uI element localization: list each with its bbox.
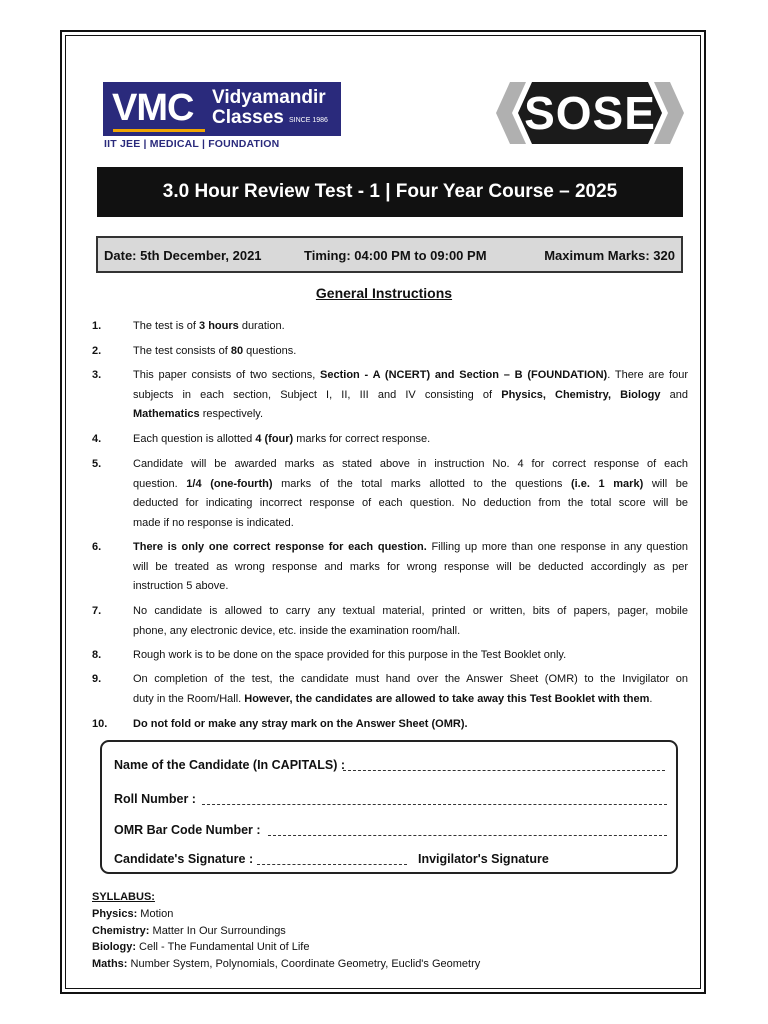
omr-barcode-label: OMR Bar Code Number : bbox=[114, 823, 261, 837]
candidate-name-label: Name of the Candidate (In CAPITALS) : bbox=[114, 758, 346, 772]
instruction-line: Do not fold or make any stray mark on the Answer Sheet (OMR). bbox=[133, 718, 468, 730]
test-info-bar bbox=[96, 236, 683, 273]
logo-underline bbox=[113, 129, 205, 132]
invigilator-signature-label: Invigilator's Signature bbox=[418, 852, 549, 866]
instruction-line: Rough work is to be done on the space provided for this purpose in the Test Booklet only. bbox=[133, 649, 567, 661]
instruction-number: 6. bbox=[92, 541, 102, 553]
test-date: Date: 5th December, 2021 bbox=[104, 248, 262, 263]
instruction-text bbox=[133, 317, 688, 337]
syllabus-item-chemistry bbox=[92, 923, 480, 940]
syllabus-heading: SYLLABUS: bbox=[92, 891, 155, 903]
instruction-line: will be treated as wrong response and marks for wrong response will be deducted accordingly as per bbox=[133, 560, 688, 573]
syllabus-topics: Cell - The Fundamental Unit of Life bbox=[136, 941, 310, 954]
syllabus-subject: Biology: bbox=[92, 941, 136, 954]
instruction-line: instruction 5 above. bbox=[133, 580, 229, 593]
instruction-text bbox=[133, 715, 688, 735]
instruction-number: 3. bbox=[92, 369, 102, 381]
test-title: 3.0 Hour Review Test - 1 | Four Year Course – 2025 bbox=[97, 167, 683, 217]
syllabus-item-maths bbox=[92, 956, 480, 973]
subject-badge-label: SOSE bbox=[524, 87, 656, 139]
instruction-line: Candidate will be awarded marks as stated above in instruction No. 4 for correct response of each bbox=[133, 458, 688, 470]
logo-tagline: IIT JEE | MEDICAL | FOUNDATION bbox=[104, 138, 280, 150]
instruction-text bbox=[133, 455, 688, 533]
instruction-number: 1. bbox=[92, 320, 102, 332]
roll-number-label: Roll Number : bbox=[114, 792, 196, 806]
instruction-text bbox=[133, 670, 688, 709]
maximum-marks: Maximum Marks: 320 bbox=[544, 248, 675, 263]
instruction-line: subjects in each section, Subject I, II, III and IV consisting of Physics, Chemistry, Biology and bbox=[133, 388, 688, 401]
instruction-line: deducted for indicating incorrect response of each question. No deduction from the total score will be bbox=[133, 497, 688, 510]
candidate-details-box bbox=[100, 740, 678, 874]
instruction-number: 7. bbox=[92, 605, 102, 617]
logo-main-text: VMC bbox=[112, 87, 194, 129]
instruction-line: This paper consists of two sections, Section - A (NCERT) and Section – B (FOUNDATION). There are four bbox=[133, 369, 689, 381]
syllabus-item-biology bbox=[92, 939, 480, 956]
instruction-number: 8. bbox=[92, 649, 102, 661]
instruction-line: Each question is allotted 4 (four) marks for correct response. bbox=[133, 433, 431, 445]
instruction-text bbox=[133, 602, 688, 641]
instruction-line: question. 1/4 (one-fourth) marks of the total marks allotted to the questions (i.e. 1 mark) will be bbox=[133, 477, 688, 490]
instructions-heading: General Instructions bbox=[315, 285, 453, 301]
instruction-text bbox=[133, 342, 688, 362]
syllabus-item-physics bbox=[92, 906, 480, 923]
instruction-number: 5. bbox=[92, 458, 102, 470]
instruction-text bbox=[133, 646, 688, 666]
test-timing: Timing: 04:00 PM to 09:00 PM bbox=[304, 248, 487, 263]
instruction-number: 10. bbox=[92, 718, 108, 730]
candidate-signature-label: Candidate's Signature : bbox=[114, 852, 254, 866]
instruction-text bbox=[133, 430, 688, 450]
candidate-signature-field[interactable] bbox=[257, 864, 407, 865]
syllabus-subject: Physics: bbox=[92, 907, 138, 920]
candidate-name-field[interactable] bbox=[343, 770, 665, 771]
instruction-line: On completion of the test, the candidate must hand over the Answer Sheet (OMR) to the Invigilator on bbox=[133, 673, 688, 685]
logo-name-line2: Classes bbox=[212, 107, 284, 128]
instruction-number: 4. bbox=[92, 433, 102, 445]
logo-since: SINCE 1986 bbox=[289, 117, 328, 124]
syllabus-subject: Maths: bbox=[92, 958, 128, 971]
instruction-line: No candidate is allowed to carry any textual material, printed or written, bits of papers, pager, mobile bbox=[133, 605, 688, 617]
logo-name-line1: Vidyamandir bbox=[212, 87, 326, 108]
instruction-line: phone, any electronic device, etc. inside the examination room/hall. bbox=[133, 624, 461, 637]
instruction-line: There is only one correct response for each question. Filling up more than one response in any question bbox=[133, 541, 688, 553]
instruction-number: 9. bbox=[92, 673, 102, 685]
instruction-line: made if no response is indicated. bbox=[133, 516, 294, 529]
syllabus-topics: Number System, Polynomials, Coordinate Geometry, Euclid's Geometry bbox=[127, 958, 481, 971]
instruction-number: 2. bbox=[92, 345, 102, 357]
omr-barcode-field[interactable] bbox=[268, 835, 667, 836]
instruction-line: duty in the Room/Hall. However, the candidates are allowed to take away this Test Booklet with them. bbox=[133, 692, 653, 705]
instruction-text bbox=[133, 538, 688, 597]
vmc-logo bbox=[103, 82, 341, 136]
syllabus-subject: Chemistry: bbox=[92, 924, 150, 937]
instruction-text bbox=[133, 366, 688, 425]
instruction-line: The test consists of 80 questions. bbox=[133, 345, 297, 357]
syllabus-topics: Motion bbox=[137, 907, 174, 920]
roll-number-field[interactable] bbox=[202, 804, 667, 805]
instruction-line: Mathematics respectively. bbox=[133, 408, 264, 421]
syllabus-topics: Matter In Our Surroundings bbox=[149, 924, 286, 937]
subject-badge bbox=[496, 82, 684, 144]
instruction-line: The test is of 3 hours duration. bbox=[133, 320, 285, 332]
syllabus-section bbox=[92, 889, 480, 973]
